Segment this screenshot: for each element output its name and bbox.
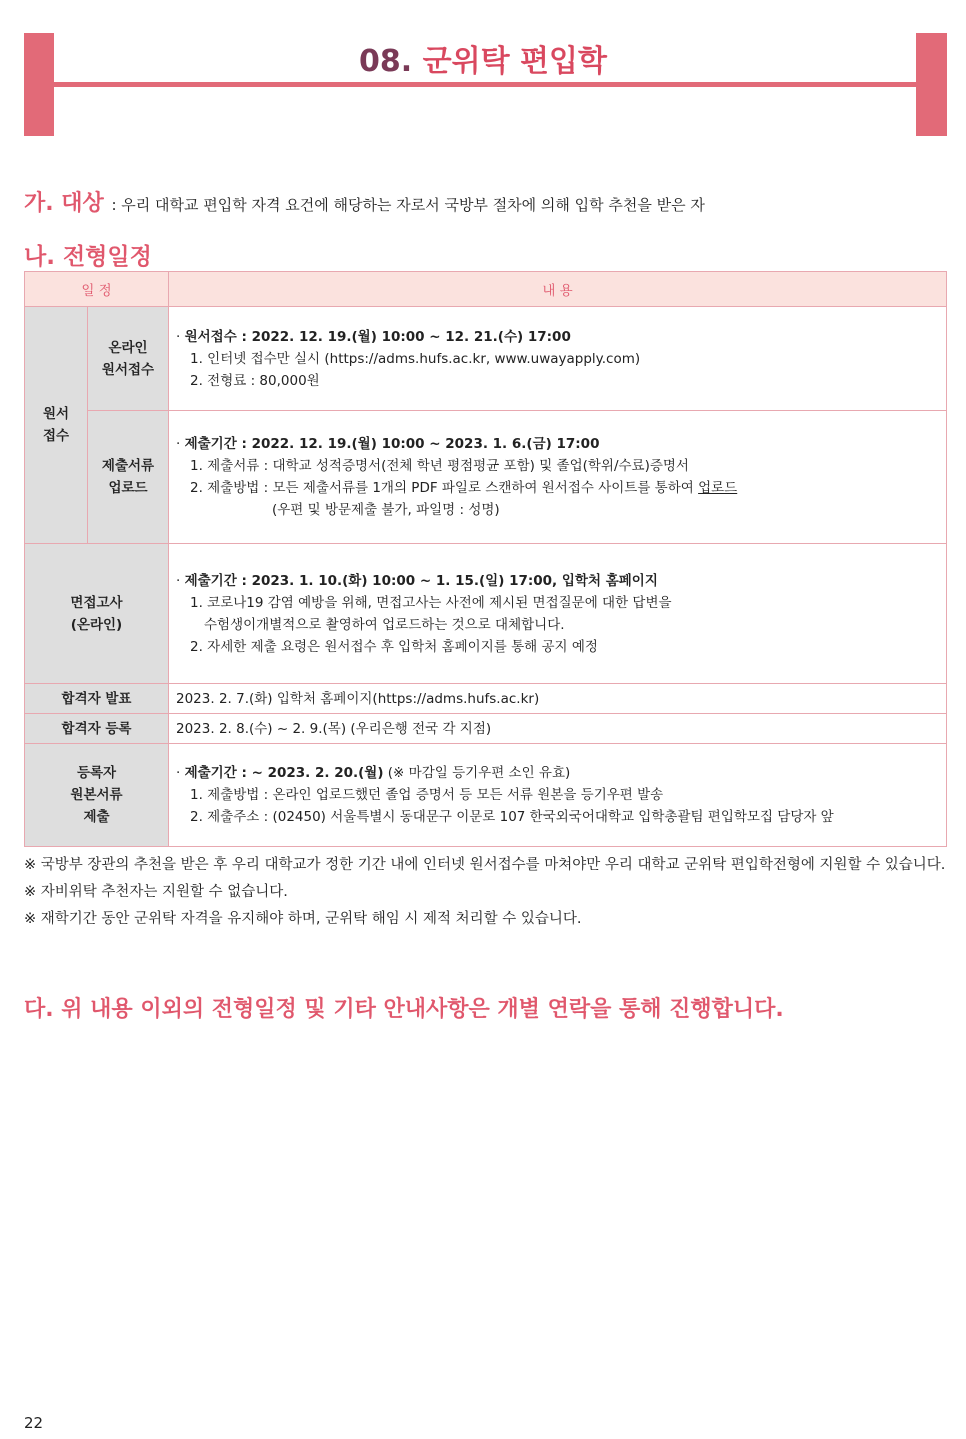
cell-note: (※ 마감일 등기우편 소인 유효) xyxy=(383,765,571,781)
title-number: 08. xyxy=(359,44,413,79)
cell-line: 1. 코로나19 감염 예방을 위해, 면접고사는 사전에 제시된 면접질문에 대한 답변을 xyxy=(190,594,672,611)
note-item: ※ 재학기간 동안 군위탁 자격을 유지해야 하며, 군위탁 해임 시 제적 처리할 수 있습니다. xyxy=(24,911,582,927)
cell-line: 1. 제출서류 : 대학교 성적증명서(전체 학년 평점평균 포함) 및 졸업(학위/수료)증명서 xyxy=(190,458,689,474)
row-content-original-docs: · 제출기간 : ~ 2023. 2. 20.(월) (※ 마감일 등기우편 소인 유효) 1. 제출방법 : 온라인 업로드했던 졸업 증명서 등 모든 서류 원본을 등기우편 발송 2. 제출주소 : (02450) 서울특별시 동대문구 이문로 107 한국외국어대학교 입학총괄팀 편입학모집 담당자 앞 xyxy=(169,744,947,847)
table-row xyxy=(25,307,947,411)
header-line xyxy=(54,82,916,87)
note-item: ※ 국방부 장관의 추천을 받은 후 우리 대학교가 정한 기간 내에 인터넷 원서접수를 마쳐야만 우리 대학교 군위탁 편입학전형에 지원할 수 있습니다. xyxy=(24,857,946,873)
cell-line-text: 2. 제출방법 : 모든 제출서류를 1개의 PDF 파일로 스캔하여 원서접수 사이트를 통하여 xyxy=(190,480,699,496)
cell-line: 1. 제출방법 : 온라인 업로드했던 졸업 증명서 등 모든 서류 원본을 등기우편 발송 xyxy=(190,787,664,803)
note-item: ※ 자비위탁 추천자는 지원할 수 없습니다. xyxy=(24,884,288,900)
row-content-announce: 2023. 2. 7.(화) 입학처 홈페이지(https://adms.hufs.ac.kr) xyxy=(169,684,947,714)
schedule-table xyxy=(24,271,947,847)
row-label-interview: 면접고사 (온라인) xyxy=(25,544,169,684)
cell-line: 2. 전형료 : 80,000원 xyxy=(190,372,320,389)
row-label-announce: 합격자 발표 xyxy=(25,684,169,714)
upload-underline: 업로드 xyxy=(698,480,738,496)
page-title xyxy=(0,36,966,80)
row-content-register: 2023. 2. 8.(수) ~ 2. 9.(목) (우리은행 전국 각 지점) xyxy=(169,714,947,744)
col-content-header: 내 용 xyxy=(169,272,947,307)
title-text: 군위탁 편입학 xyxy=(422,44,607,79)
table-row xyxy=(25,744,947,847)
section-c-label: 다. 위 내용 이외의 전형일정 및 기타 안내사항은 개별 연락을 통해 진행합니다. xyxy=(24,997,784,1022)
table-row xyxy=(25,411,947,544)
table-row xyxy=(25,684,947,714)
table-row xyxy=(25,714,947,744)
row-content-upload: · 제출기간 : 2022. 12. 19.(월) 10:00 ~ 2023. 1. 6.(금) 17:00 1. 제출서류 : 대학교 성적증명서(전체 학년 평점평균 포함) 및 졸업(학위/수료)증명서 2. 제출방법 : 모든 제출서류를 1개의 PDF 파일로 스캔하여 원서접수 사이트를 통하여 업로드 (우편 및 방문제출 불가, 파일명 : 성명) xyxy=(169,411,947,544)
cell-line: 2. 제출주소 : (02450) 서울특별시 동대문구 이문로 107 한국외국어대학교 입학총괄팀 편입학모집 담당자 앞 xyxy=(190,809,834,825)
cell-value: : 2022. 12. 19.(월) 10:00 ~ 12. 21.(수) 17:00 xyxy=(236,328,571,345)
row-sublabel-upload: 제출서류 업로드 xyxy=(88,411,169,544)
page-number: 22 xyxy=(24,1414,44,1432)
row-sublabel-online: 온라인 원서접수 xyxy=(88,307,169,411)
row-content-interview: · 제출기간 : 2023. 1. 10.(화) 10:00 ~ 1. 15.(일) 17:00, 입학처 홈페이지 1. 코로나19 감염 예방을 위해, 면접고사는 사전에 제시된 면접질문에 대한 답변을 수험생이개별적으로 촬영하여 업로드하는 것으로 대체합니다. 2. 자세한 제출 요령은 원서접수 후 입학처 홈페이지를 통해 공지 예정 xyxy=(169,544,947,684)
row-label-register: 합격자 등록 xyxy=(25,714,169,744)
cell-value: : 2023. 1. 10.(화) 10:00 ~ 1. 15.(일) 17:00, 입학처 홈페이지 xyxy=(236,572,658,589)
cell-key: 제출기간 xyxy=(184,572,237,589)
cell-line xyxy=(176,477,946,499)
cell-value: : ~ 2023. 2. 20.(월) xyxy=(236,765,384,781)
cell-line: (우편 및 방문제출 불가, 파일명 : 성명) xyxy=(272,502,500,518)
cell-line: 2. 자세한 제출 요령은 원서접수 후 입학처 홈페이지를 통해 공지 예정 xyxy=(190,638,598,655)
section-a-label: 가. 대상 xyxy=(24,191,104,216)
col-schedule-header: 일 정 xyxy=(25,272,169,307)
section-a xyxy=(24,186,705,217)
table-header-row xyxy=(25,272,947,307)
cell-value: : 2022. 12. 19.(월) 10:00 ~ 2023. 1. 6.(금) 17:00 xyxy=(236,436,600,452)
row-content-online: · 원서접수 : 2022. 12. 19.(월) 10:00 ~ 12. 21.(수) 17:00 1. 인터넷 접수만 실시 (https://adms.hufs.ac.kr, www.uwayapply.com) 2. 전형료 : 80,000원 xyxy=(169,307,947,411)
cell-key: 제출기간 xyxy=(184,765,237,781)
cell-key: 원서접수 xyxy=(184,328,237,345)
cell-line: 수험생이개별적으로 촬영하여 업로드하는 것으로 대체합니다. xyxy=(204,616,565,633)
table-row xyxy=(25,544,947,684)
notes xyxy=(24,852,949,933)
row-label-application: 원서 접수 xyxy=(25,307,88,544)
section-a-desc: : 우리 대학교 편입학 자격 요건에 해당하는 자로서 국방부 절차에 의해 입학 추천을 받은 자 xyxy=(111,196,705,214)
row-label-original-docs: 등록자 원본서류 제출 xyxy=(25,744,169,847)
cell-key: 제출기간 xyxy=(184,436,237,452)
section-b-label: 나. 전형일정 xyxy=(24,244,152,270)
cell-line: 1. 인터넷 접수만 실시 (https://adms.hufs.ac.kr, www.uwayapply.com) xyxy=(190,350,641,367)
